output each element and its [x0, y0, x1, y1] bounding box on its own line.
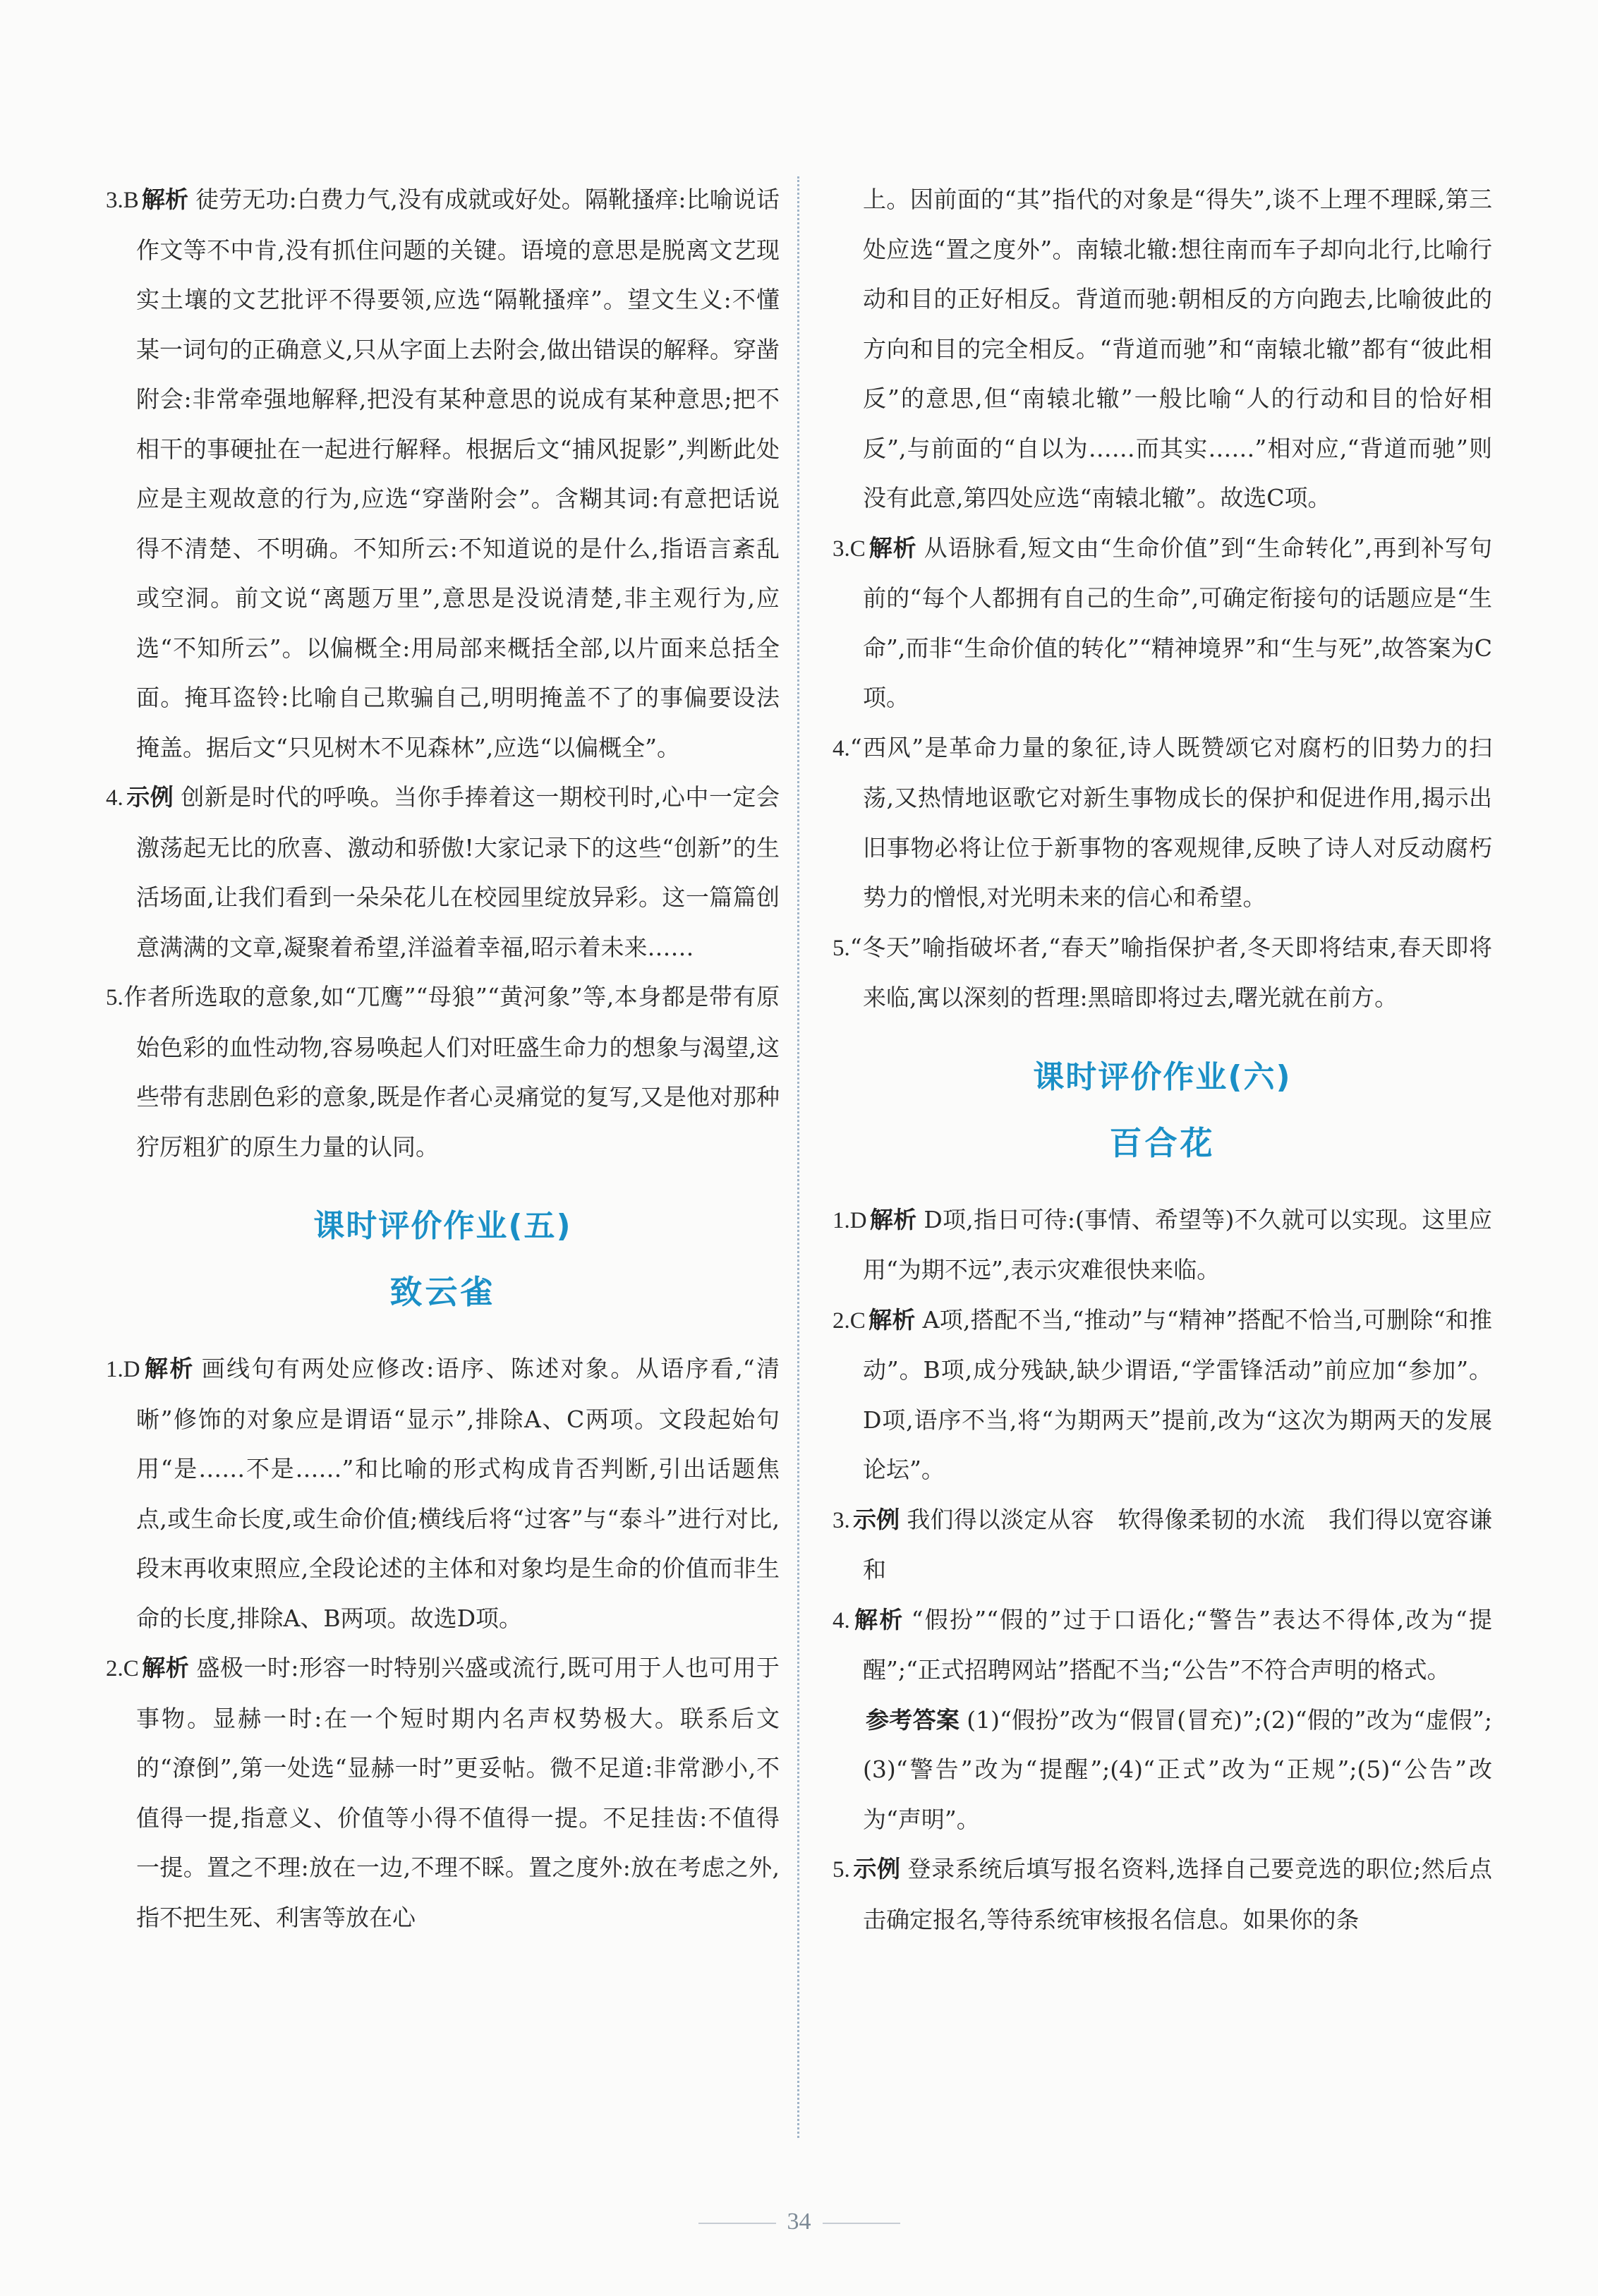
- item-text: 从语脉看,短文由“生命价值”到“生命转化”,再到补写句前的“每个人都拥有自己的生命”,可确定衔接句的话题应是“生命”,而非“生命价值的转化”“精神境界”和“生与死”,故答案为C项。: [863, 533, 1493, 711]
- item-text: 我们得以淡定从容 软得像柔韧的水流 我们得以宽容谦和: [863, 1505, 1493, 1583]
- column-divider: [797, 176, 799, 2138]
- left-item-3: [106, 175, 780, 773]
- left-item-b2: [106, 1643, 780, 1942]
- item-text: D项,指日可待:(事情、希望等)不久就可以实现。这里应用“为期不远”,表示灾难很快来临。: [863, 1205, 1493, 1283]
- item-number: 3.C: [833, 536, 866, 562]
- item-text: “西风”是革命力量的象征,诗人既赞颂它对腐朽的旧势力的扫荡,又热情地讴歌它对新生事物成长的保护和促进作用,揭示出旧事物必将让位于新事物的客观规律,反映了诗人对反动腐朽势力的憎恨,对光明未来的信心和希望。: [849, 733, 1492, 911]
- answer-text: (1)“假扮”改为“假冒(冒充)”;(2)“假的”改为“虚假”;(3)“警告”改为“提醒”;(4)“正式”改为“正规”;(5)“公告”改为“声明”。: [863, 1705, 1492, 1833]
- answer-tag: 参考答案: [866, 1705, 960, 1734]
- footer-rule: [698, 2223, 776, 2224]
- item-text: 作者所选取的意象,如“兀鹰”“母狼”“黄河象”等,本身都是带有原始色彩的血性动物,容易唤起人们对旺盛生命力的想象与渴望,这些带有悲剧色彩的意象,既是作者心灵痛觉的复写,又是他对那种狞厉粗犷的原生力量的认同。: [123, 983, 780, 1161]
- right-item-b3: [833, 1495, 1492, 1595]
- left-column: [106, 175, 780, 1942]
- item-number: 5.: [106, 985, 123, 1010]
- poem-title: 百合花: [1109, 1123, 1216, 1162]
- item-number: 4.: [833, 735, 850, 761]
- item-number: 4.: [106, 785, 123, 811]
- section-title: 课时评价作业(六): [1033, 1058, 1292, 1095]
- item-text: 徒劳无功:白费力气,没有成就或好处。隔靴搔痒:比喻说话作文等不中肯,没有抓住问题的关键。语境的意思是脱离文艺现实土壤的文艺批评不得要领,应选“隔靴搔痒”。望文生义:不懂某一词句的正确意义,只从字面上去附会,做出错误的解释。穿凿附会:非常牵强地解释,把没有某种意思的说成有某种意思;把不相干的事硬扯在一起进行解释。根据后文“捕风捉影”,判断此处应是主观故意的行为,应选“穿凿附会”。含糊其词:有意把话说得不清楚、不明确。不知所云:不知道说的是什么,指语言紊乱或空洞。前文说“离题万里”,意思是没说清楚,非主观行为,应选“不知所云”。以偏概全:用局部来概括全部,以片面来总括全面。掩耳盗铃:比喻自己欺骗自己,明明掩盖不了的事偏要设法掩盖。据后文“只见树木不见森林”,应选“以偏概全”。: [136, 186, 780, 761]
- item-tag: 解析: [141, 1654, 190, 1681]
- item-number: 1.D: [106, 1357, 140, 1382]
- item-number: 5.: [833, 935, 850, 961]
- item-number: 1.D: [833, 1207, 867, 1233]
- item-number: 3.: [833, 1507, 850, 1533]
- item-tag: 示例: [852, 1505, 900, 1533]
- item-tag: 示例: [126, 783, 174, 811]
- item-number: 4.: [833, 1607, 850, 1633]
- left-item-4: [106, 773, 780, 972]
- item-text: 盛极一时:形容一时特别兴盛或流行,既可用于人也可用于事物。显赫一时:在一个短时期内名声权势极大。联系后文的“潦倒”,第一处选“显赫一时”更妥帖。微不足道:非常渺小,不值得一提,指意义、价值等小得不值得一提。不足挂齿:不值得一提。置之不理:放在一边,不理不睬。置之度外:放在考虑之外,指不把生死、利害等放在心: [136, 1654, 780, 1931]
- item-text: “冬天”喻指破坏者,“春天”喻指保护者,冬天即将结束,春天即将来临,寓以深刻的哲理:黑暗即将过去,曙光就在前方。: [849, 933, 1492, 1011]
- right-column: [833, 175, 1492, 1945]
- item-text: 画线句有两处应修改:语序、陈述对象。从语序看,“清晰”修饰的对象应是谓语“显示”,排除A、C两项。文段起始句用“是……不是……”和比喻的形式构成肯否判断,引出话题焦点,或生命长度,或生命价值;横线后将“过客”与“泰斗”进行对比,段末再收束照应,全段论述的主体和对象均是生命的价值而非生命的长度,排除A、B两项。故选D项。: [136, 1355, 780, 1632]
- right-item-4: [833, 723, 1492, 923]
- page-footer: [0, 2209, 1598, 2235]
- right-item-b5: [833, 1844, 1492, 1945]
- item-text: 创新是时代的呼唤。当你手捧着这一期校刊时,心中一定会激荡起无比的欣喜、激动和骄傲!大家记录下的这些“创新”的生活场面,让我们看到一朵朵花儿在校园里绽放异彩。这一篇篇创意满满的文章,凝聚着希望,洋溢着幸福,昭示着未来……: [136, 783, 780, 961]
- page-number: 34: [787, 2209, 811, 2235]
- item-number: 2.C: [833, 1307, 866, 1334]
- item-number: 5.: [833, 1857, 850, 1883]
- item-tag: 解析: [869, 1205, 917, 1233]
- right-item-5: [833, 923, 1492, 1023]
- poem-title: 致云雀: [389, 1273, 496, 1311]
- item-tag: 示例: [852, 1855, 901, 1883]
- left-item-5: [106, 972, 780, 1172]
- right-item-b1: [833, 1195, 1492, 1295]
- left-item-b1: [106, 1344, 780, 1643]
- item-text: “假扮”“假的”过于口语化;“警告”表达不得体,改为“提醒”;“正式招聘网站”搭配不当;“公告”不符合声明的格式。: [863, 1605, 1493, 1684]
- right-continuation: 上。因前面的“其”指代的对象是“得失”,谈不上理不理睬,第三处应选“置之度外”。南辕北辙:想往南而车子却向北行,比喻行动和目的正好相反。背道而驰:朝相反的方向跑去,比喻彼此的方向和目的完全相反。“背道而驰”和“南辕北辙”都有“彼此相反”的意思,但“南辕北辙”一般比喻“人的行动和目的恰好相反”,与前面的“自以为……而其实……”相对应,“背道而驰”则没有此意,第四处应选“南辕北辙”。故选C项。: [863, 186, 1492, 512]
- item-tag: 解析: [868, 1305, 916, 1334]
- footer-rule: [823, 2223, 900, 2224]
- reference-answer: [833, 1696, 1492, 1845]
- item-tag: 解析: [141, 186, 189, 213]
- item-tag: 解析: [868, 533, 917, 562]
- section-title: 课时评价作业(五): [313, 1208, 572, 1244]
- item-tag: 解析: [143, 1355, 195, 1382]
- item-tag: 解析: [852, 1605, 904, 1633]
- right-item-3: [833, 524, 1492, 723]
- item-number: 2.C: [106, 1656, 139, 1681]
- item-text: A项,搭配不当,“推动”与“精神”搭配不恰当,可删除“和推动”。B项,成分残缺,缺少谓语,“学雷锋活动”前应加“参加”。D项,语序不当,将“为期两天”提前,改为“这次为期两天的发展论坛”。: [863, 1305, 1492, 1483]
- right-item-b2: [833, 1295, 1492, 1495]
- item-number: 3.B: [106, 188, 139, 213]
- right-item-b4: [833, 1595, 1492, 1696]
- item-text: 登录系统后填写报名资料,选择自己要竞选的职位;然后点击确定报名,等待系统审核报名信息。如果你的条: [863, 1855, 1493, 1933]
